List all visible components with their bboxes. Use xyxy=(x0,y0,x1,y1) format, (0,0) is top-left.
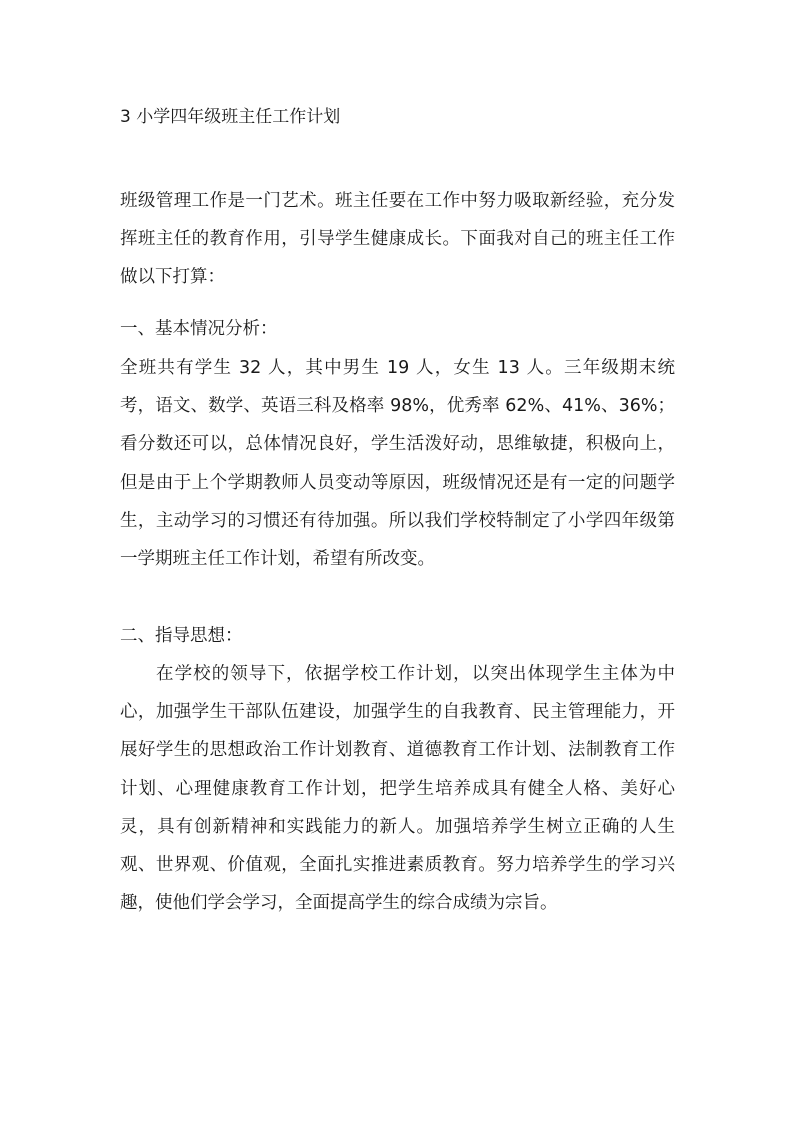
document-title: 3 小学四年级班主任工作计划 xyxy=(120,107,341,127)
section-heading-guiding-ideology: 二、指导思想： xyxy=(120,626,243,646)
section-body-guiding-ideology: 在学校的领导下，依据学校工作计划，以突出体现学生主体为中心，加强学生干部队伍建设，加强学生的自我教育、民主管理能力，开展好学生的思想政治工作计划教育、道德教育工作计划、法制教育工作计划、心理健康教育工作计划，把学生培养成具有健全人格、美好心灵，具有创新精神和实践能力的新人。加强培养学生树立正确的人生观、世界观、价值观，全面扎实推进素质教育。努力培养学生的学习兴趣，使他们学会学习，全面提高学生的综合成绩为宗旨。 xyxy=(120,664,675,914)
section-heading-basic-situation: 一、基本情况分析： xyxy=(120,319,278,339)
intro-paragraph: 班级管理工作是一门艺术。班主任要在工作中努力吸取新经验，充分发挥班主任的教育作用，引导学生健康成长。下面我对自己的班主任工作做以下打算： xyxy=(120,191,675,288)
section-body-basic-situation: 全班共有学生 32 人，其中男生 19 人，女生 13 人。三年级期末统考，语文、数学、英语三科及格率 98%，优秀率 62%、41%、36%；看分数还可以，总体情况良好，学生活泼好动，思维敏捷，积极向上，但是由于上个学期教师人员变动等原因，班级情况还是有一定的问题学生，主动学习的习惯还有待加强。所以我们学校特制定了小学四年级第一学期班主任工作计划，希望有所改变。 xyxy=(120,358,675,570)
